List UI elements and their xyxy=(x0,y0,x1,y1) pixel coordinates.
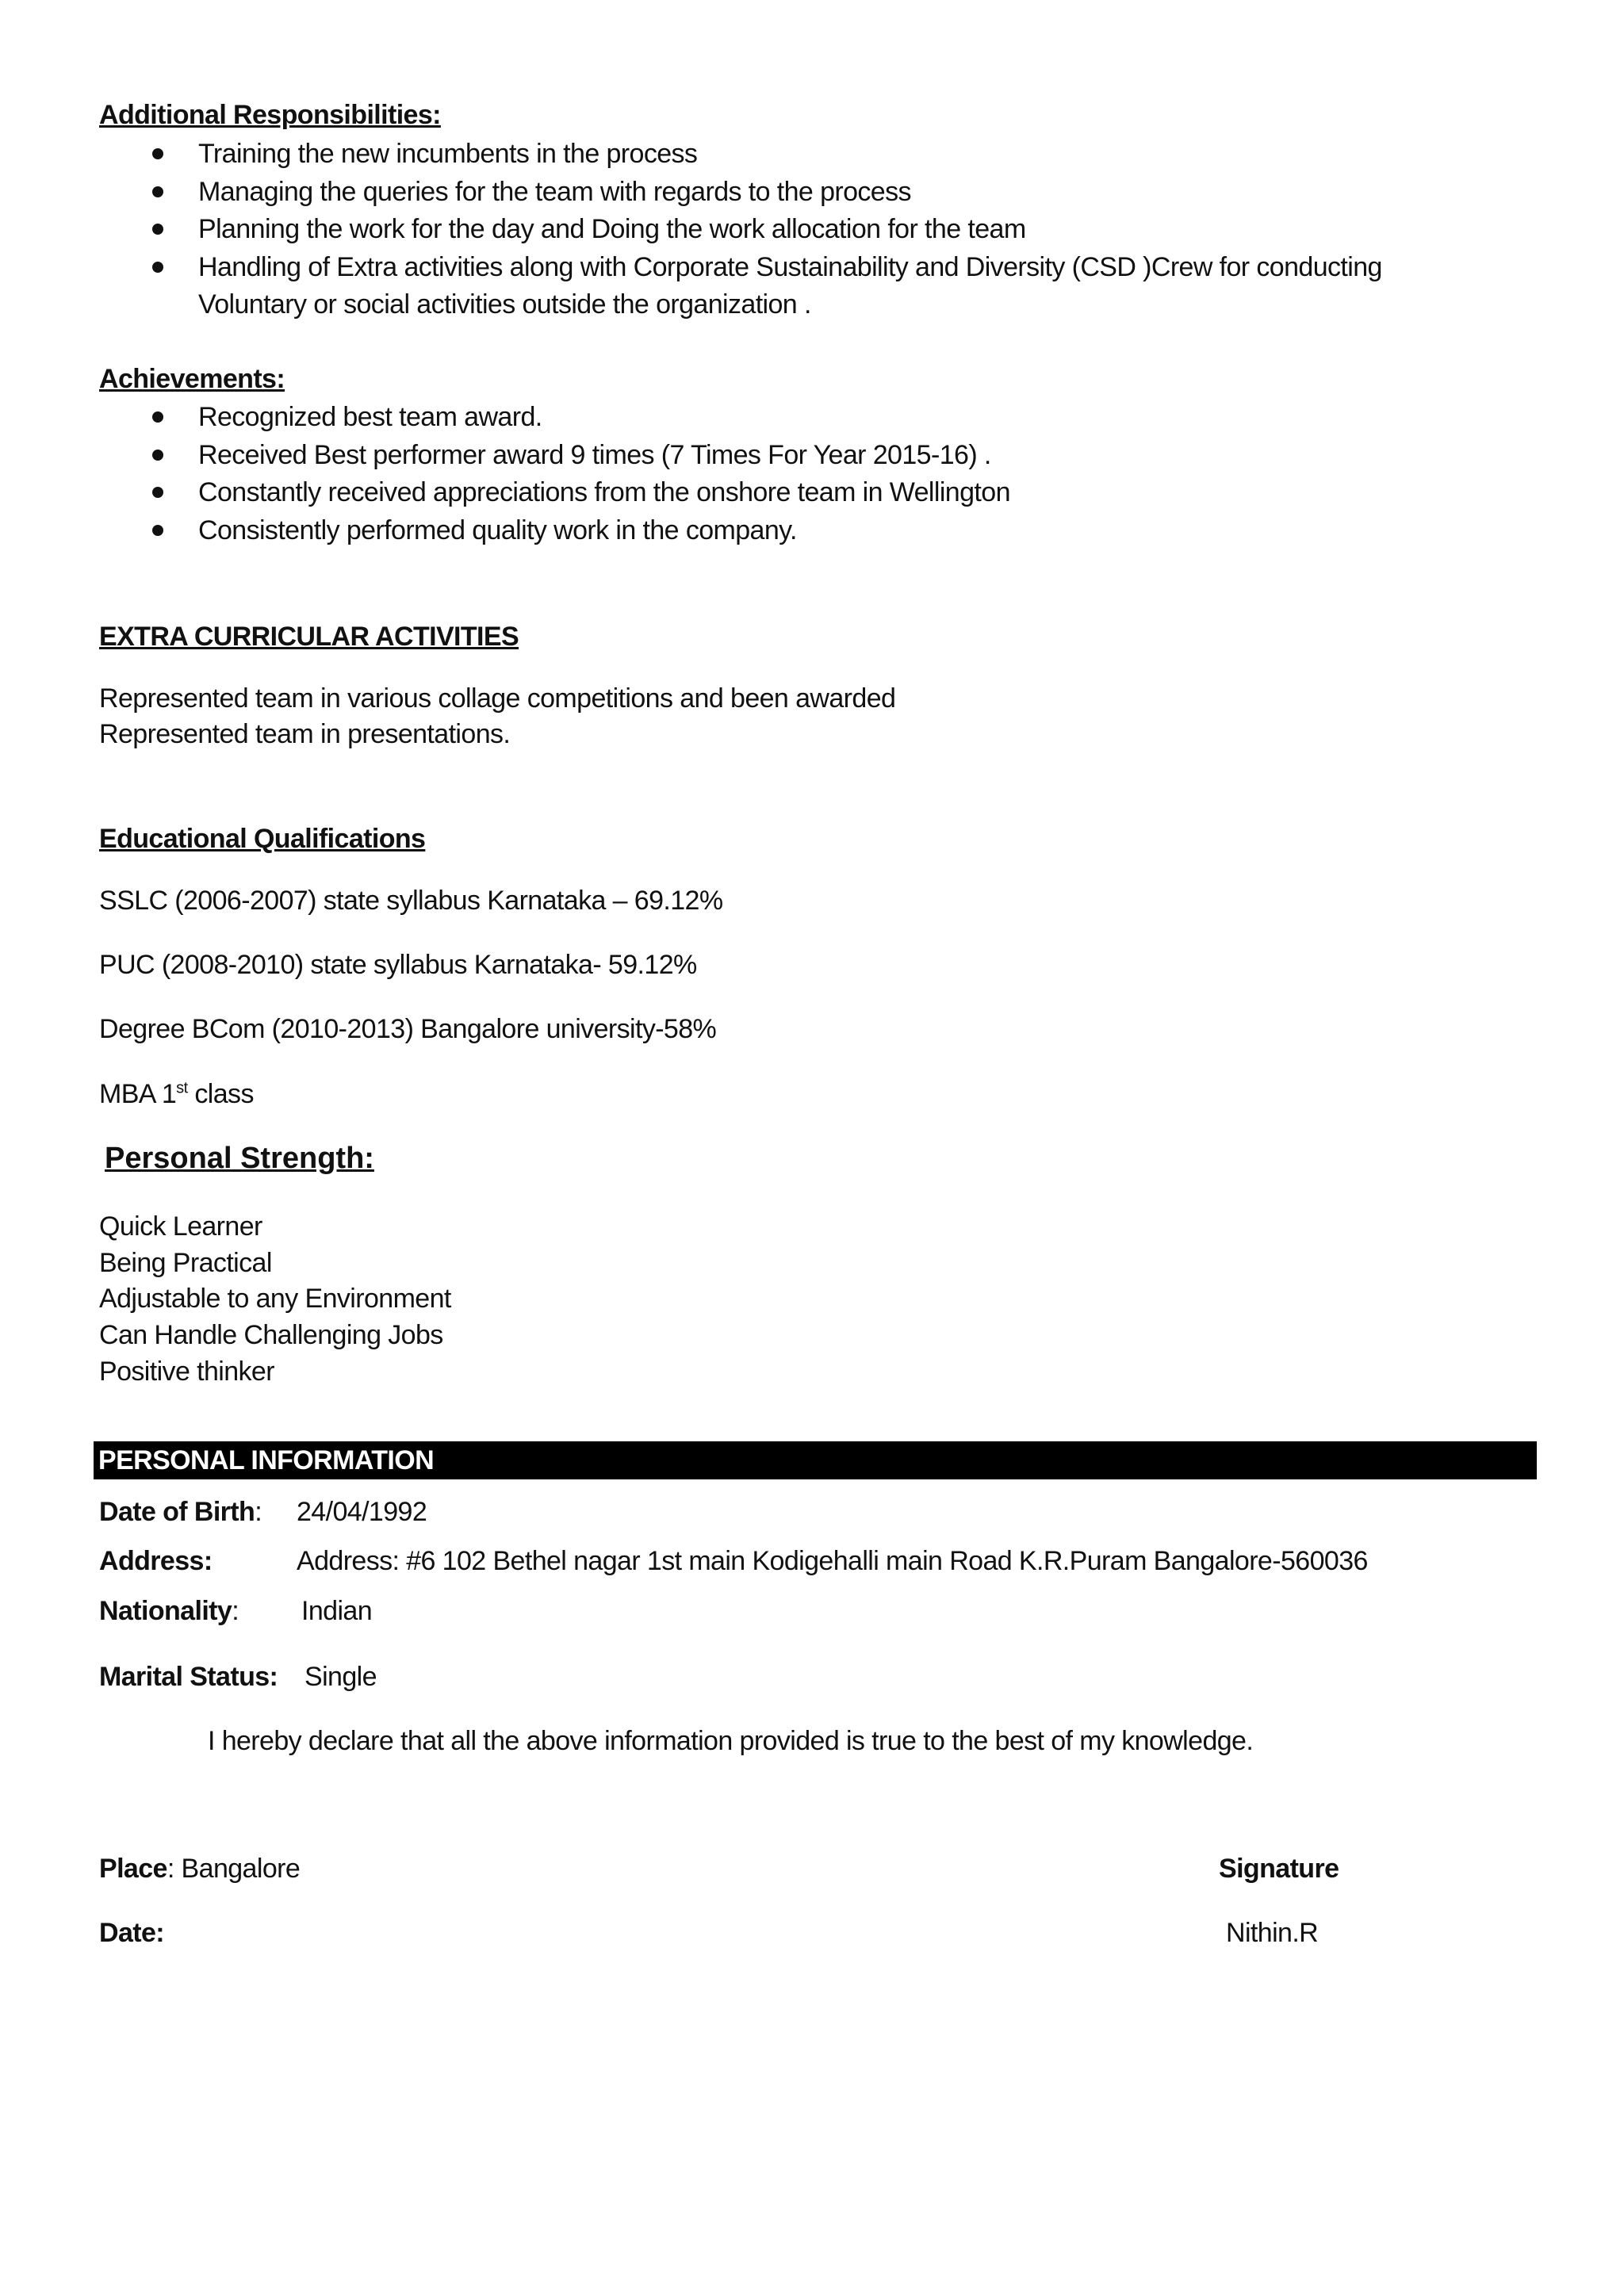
strength-item: Quick Learner xyxy=(99,1211,262,1242)
dob-label-row: Date of Birth: xyxy=(99,1497,262,1527)
bullet-icon xyxy=(152,450,163,461)
nationality-value: Indian xyxy=(301,1596,373,1626)
nationality-label-row: Nationality: xyxy=(99,1596,239,1626)
place-row xyxy=(99,1850,300,1887)
strength-item: Being Practical xyxy=(99,1248,272,1278)
additional-responsibilities-heading: Additional Responsibilities: xyxy=(99,100,441,130)
extra-curricular-line: Represented team in presentations. xyxy=(99,719,511,749)
education-line-sslc: SSLC (2006-2007) state syllabus Karnataka – 69.12% xyxy=(99,886,723,916)
bullet-icon xyxy=(152,487,163,498)
achievements-heading: Achievements: xyxy=(99,364,285,394)
bullet-icon xyxy=(152,411,163,423)
list-item: Constantly received appreciations from the onshore team in Wellington xyxy=(151,474,1515,512)
bullet-icon xyxy=(152,525,163,536)
personal-information-bar xyxy=(94,1441,1537,1479)
education-line-mba: MBA 1st class xyxy=(99,1079,254,1109)
marital-status-value: Single xyxy=(304,1662,377,1692)
education-heading: Educational Qualifications xyxy=(99,824,426,854)
extra-curricular-heading: EXTRA CURRICULAR ACTIVITIES xyxy=(99,622,519,652)
list-item: Training the new incumbents in the process xyxy=(151,136,1515,174)
list-item: Consistently performed quality work in the company. xyxy=(151,512,1515,550)
list-item: Handling of Extra activities along with Corporate Sustainability and Diversity (CSD )Crew for conducting Voluntary or social activities outside the organization . xyxy=(151,249,1483,324)
signature-label: Signature xyxy=(1219,1854,1339,1884)
list-item: Recognized best team award. xyxy=(151,399,1515,437)
nationality-label: Nationality xyxy=(99,1596,232,1626)
strength-item: Positive thinker xyxy=(99,1357,274,1387)
list-item: Managing the queries for the team with regards to the process xyxy=(151,174,1515,212)
education-line-degree: Degree BCom (2010-2013) Bangalore university-58% xyxy=(99,1014,717,1044)
personal-information-heading: PERSONAL INFORMATION xyxy=(98,1445,435,1475)
signature-name: Nithin.R xyxy=(1226,1918,1319,1948)
place-label: Place xyxy=(99,1854,167,1884)
address-label: Address: xyxy=(99,1546,213,1576)
bullet-icon xyxy=(152,148,163,159)
address-value: Address: #6 102 Bethel nagar 1st main Kodigehalli main Road K.R.Puram Bangalore-560036 xyxy=(297,1546,1368,1576)
declaration-text: I hereby declare that all the above information provided is true to the best of my knowledge. xyxy=(208,1726,1254,1756)
achievements-list xyxy=(151,399,1515,549)
bullet-icon xyxy=(152,186,163,197)
strength-item: Adjustable to any Environment xyxy=(99,1284,451,1314)
date-label: Date: xyxy=(99,1918,165,1948)
personal-strength-heading: Personal Strength: xyxy=(105,1142,374,1175)
marital-status-label: Marital Status: xyxy=(99,1662,278,1692)
dob-value: 24/04/1992 xyxy=(297,1497,427,1527)
extra-curricular-line: Represented team in various collage competitions and been awarded xyxy=(99,683,896,714)
list-item: Received Best performer award 9 times (7 Times For Year 2015-16) . xyxy=(151,437,1515,475)
list-item: Planning the work for the day and Doing the work allocation for the team xyxy=(151,211,1515,249)
place-value: : Bangalore xyxy=(167,1854,301,1884)
education-line-puc: PUC (2008-2010) state syllabus Karnataka- 59.12% xyxy=(99,950,697,980)
additional-responsibilities-list xyxy=(151,136,1515,324)
bullet-icon xyxy=(152,262,163,273)
bullet-icon xyxy=(152,224,163,235)
strength-item: Can Handle Challenging Jobs xyxy=(99,1320,443,1350)
dob-label: Date of Birth xyxy=(99,1497,255,1527)
